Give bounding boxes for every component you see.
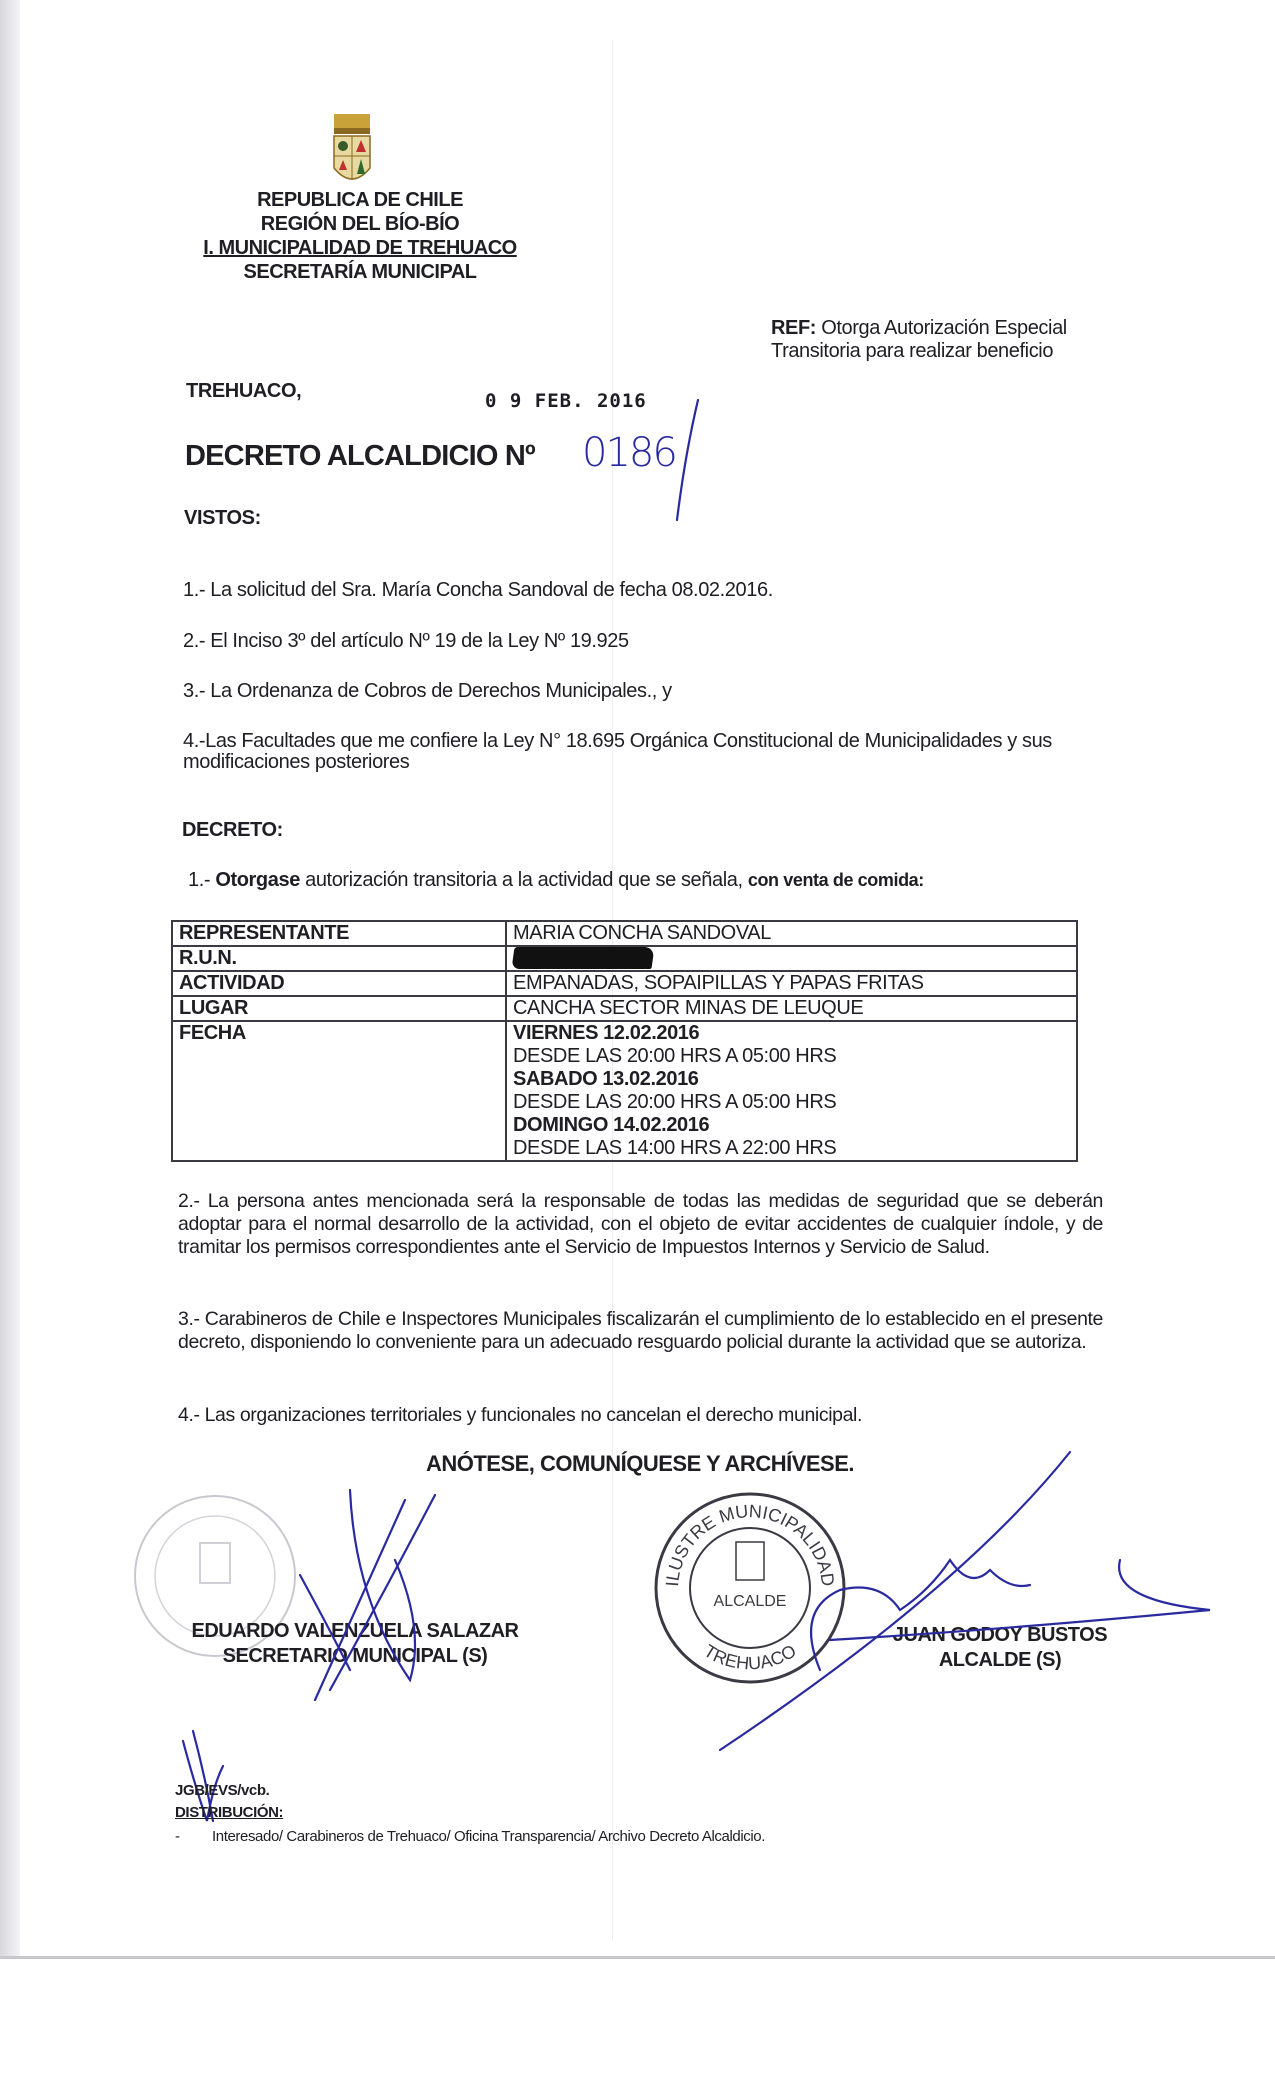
distribution-bullet: - [175, 1828, 180, 1845]
row-label: FECHA [172, 1021, 506, 1161]
distribution-list: Interesado/ Carabineros de Trehuaco/ Oficina Transparencia/ Archivo Decreto Alcaldicio. [212, 1828, 766, 1845]
vistos-item-2: 2.- El Inciso 3º del artículo Nº 19 de la Ley Nº 19.925 [183, 630, 629, 652]
table-row [172, 996, 1077, 1021]
closing-formula: ANÓTESE, COMUNÍQUESE Y ARCHÍVESE. [425, 1451, 855, 1476]
secretary-name: EDUARDO VALENZUELA SALAZAR [191, 1620, 519, 1642]
ref-label: REF: [771, 317, 817, 339]
table-row [172, 946, 1077, 971]
vistos-item-3: 3.- La Ordenanza de Cobros de Derechos Municipales., y [183, 680, 672, 702]
stamp-bottom-text: TREHUACO [700, 1640, 800, 1674]
date-stamp: 0 9 FEB. 2016 [485, 390, 647, 412]
vistos-heading: VISTOS: [184, 507, 261, 529]
row-label: REPRESENTANTE [172, 921, 506, 946]
header-department: SECRETARÍA MUNICIPAL [243, 261, 477, 283]
coat-of-arms-icon [328, 112, 376, 190]
ref-line1: Otorga Autorización Especial [821, 317, 1067, 339]
dates-cell [506, 1021, 1077, 1161]
reference [771, 317, 1211, 363]
date-hours: DESDE LAS 14:00 HRS A 22:00 HRS [513, 1137, 837, 1159]
row-value: EMPANADAS, SOPAIPILLAS Y PAPAS FRITAS [506, 971, 1077, 996]
initials: JGB/EVS/vcb. [175, 1782, 270, 1799]
stamp-center-text: ALCALDE [713, 1593, 787, 1610]
row-value: CANCHA SECTOR MINAS DE LEUQUE [506, 996, 1077, 1021]
mayor-name: JUAN GODOY BUSTOS [892, 1624, 1108, 1646]
decreto-point-2: 2.- La persona antes mencionada será la responsable de todas las medidas de seguridad que se deberán adoptar para el normal desarrollo de la actividad, con el objeto de evitar accidentes de cualquier índole, y de tramitar los permisos correspondientes ante el Servicio de Impuestos Internos y Servicio de Salud. [178, 1190, 1103, 1258]
point-1-text: autorización transitoria a la actividad que se señala, [305, 869, 743, 891]
row-value-redacted [506, 946, 1077, 971]
vistos-item-4: 4.-Las Facultades que me confiere la Ley N° 18.695 Orgánica Constitucional de Municipalidades y sus modificaciones posteriores [183, 730, 1052, 773]
ref-line2: Transitoria para realizar beneficio [771, 340, 1054, 362]
scan-edge [0, 0, 20, 1958]
date-day: SABADO 13.02.2016 [513, 1068, 699, 1090]
vistos-item-1: 1.- La solicitud del Sra. María Concha Sandoval de fecha 08.02.2016. [183, 579, 773, 601]
authorization-table [171, 920, 1078, 1162]
row-value: MARIA CONCHA SANDOVAL [506, 921, 1077, 946]
mayor-signature [700, 1440, 1220, 1760]
header-country: REPUBLICA DE CHILE [257, 189, 463, 211]
ref-first-line [771, 317, 1211, 340]
header-municipality: I. MUNICIPALIDAD DE TREHUACO [203, 237, 517, 259]
decree-number-handwritten: 0186 [582, 430, 676, 476]
decreto-heading: DECRETO: [182, 819, 283, 841]
mayor-title: ALCALDE (S) [938, 1649, 1062, 1671]
date-day: VIERNES 12.02.2016 [513, 1022, 700, 1044]
place: TREHUACO, [186, 380, 302, 402]
point-1-number: 1.- [188, 869, 211, 891]
row-label: ACTIVIDAD [172, 971, 506, 996]
point-1-verb: Otorgase [215, 869, 300, 891]
date-hours: DESDE LAS 20:00 HRS A 05:00 HRS [513, 1045, 837, 1067]
date-day: DOMINGO 14.02.2016 [513, 1114, 710, 1136]
date-hours: DESDE LAS 20:00 HRS A 05:00 HRS [513, 1091, 837, 1113]
table-row [172, 921, 1077, 946]
row-label: R.U.N. [172, 946, 506, 971]
page-bottom-edge [0, 1956, 1275, 1959]
decree-title: DECRETO ALCALDICIO Nº [185, 440, 535, 472]
redaction-mark [511, 947, 654, 969]
decreto-point-1 [188, 869, 924, 892]
point-1-condition: con venta de comida: [747, 870, 924, 890]
table-row [172, 971, 1077, 996]
table-row [172, 1021, 1077, 1161]
secretary-signature [260, 1480, 500, 1710]
stamp-top-text: ILUSTRE MUNICIPALIDAD [662, 1501, 839, 1588]
header-region: REGIÓN DEL BÍO-BÍO [260, 213, 460, 235]
handwritten-slash [665, 395, 705, 525]
decreto-point-4: 4.- Las organizaciones territoriales y funcionales no cancelan el derecho municipal. [178, 1404, 862, 1426]
distribution-heading: DISTRIBUCIÓN: [175, 1804, 284, 1821]
row-label: LUGAR [172, 996, 506, 1021]
decreto-point-3: 3.- Carabineros de Chile e Inspectores Municipales fiscalizarán el cumplimiento de lo establecido en el presente decreto, disponiendo lo conveniente para un adecuado resguardo policial durante la actividad que se autoriza. [178, 1308, 1103, 1353]
secretary-title: SECRETARIO MUNICIPAL (S) [222, 1645, 488, 1667]
